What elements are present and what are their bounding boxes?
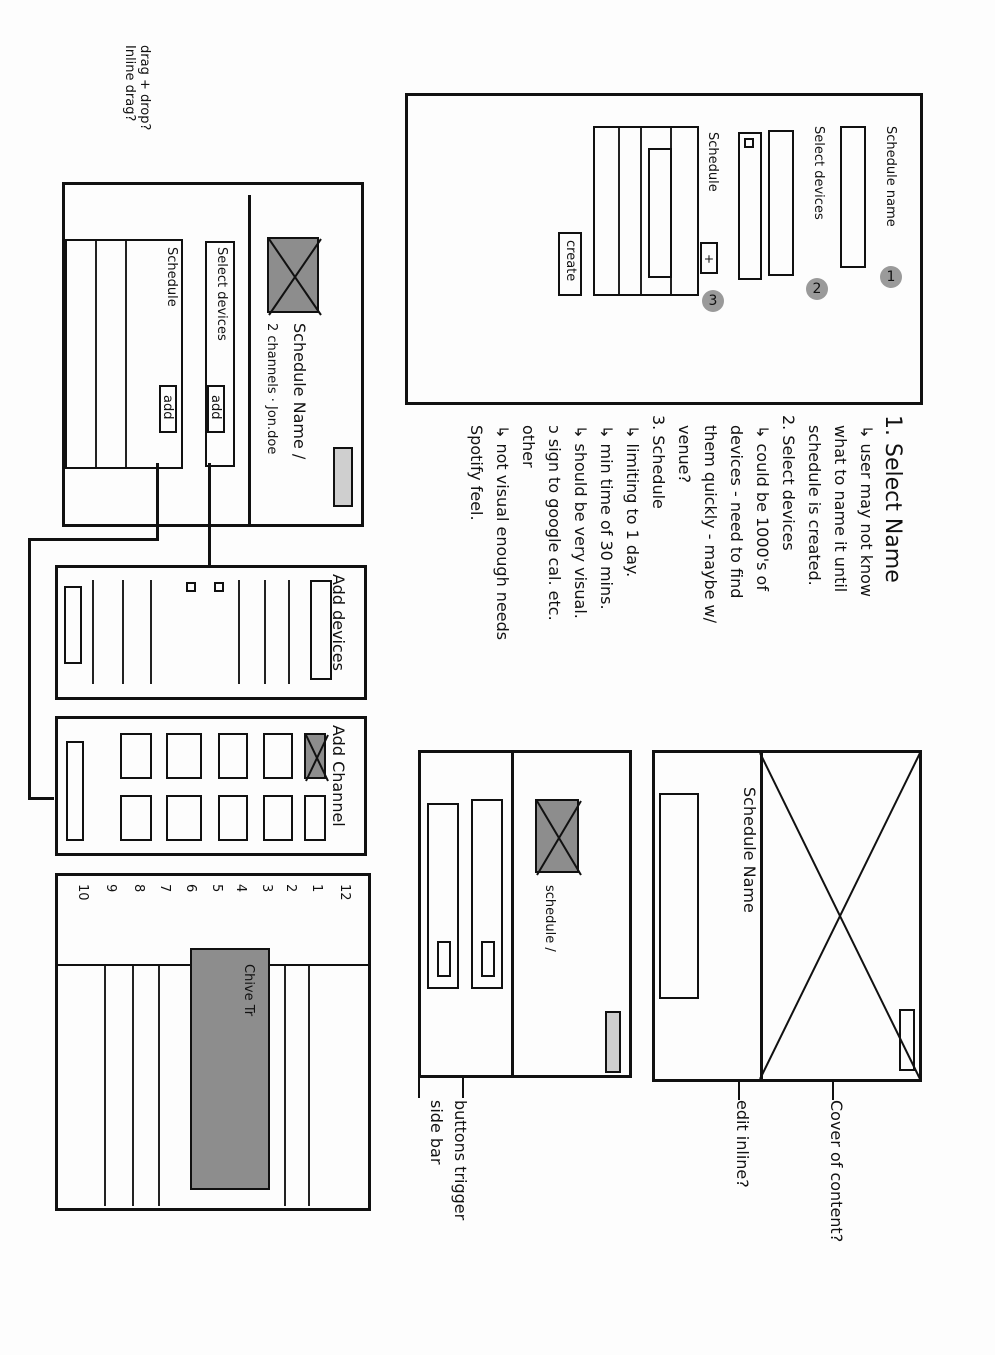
grid-line [158, 966, 160, 1206]
mini-sidebar-title: schedule / [542, 885, 557, 952]
note-line-2: Inline drag? [122, 45, 137, 122]
note-3-line-3: ↳ should be very visual. [571, 425, 590, 619]
list-divider [150, 580, 152, 684]
device-option-row[interactable] [738, 132, 762, 280]
mini-sidebar-wireframe [418, 750, 632, 1078]
grid-line [284, 966, 286, 1206]
cover-annotation-tick [832, 1082, 834, 1100]
sidebar-schedule-label: Schedule [164, 247, 179, 307]
hour-10: 10 [75, 884, 90, 901]
calendar-panel [55, 873, 371, 1211]
add-channel-title: Add Channel [329, 725, 348, 827]
list-divider [288, 580, 290, 684]
hour-2: 2 [283, 884, 298, 893]
note-1-title: 1. Select Name [880, 415, 905, 583]
connector-horizontal [28, 538, 159, 541]
note-3-line-1: ↳ limiting to 1 day. [623, 425, 642, 578]
note-1-line-2: what to name it until [831, 425, 850, 593]
step-2-badge: 2 [806, 278, 828, 300]
hour-1: 1 [309, 884, 324, 893]
schedule-name-input[interactable] [840, 126, 866, 268]
channel-thumb[interactable] [263, 733, 293, 779]
channel-thumb-selected[interactable] [304, 733, 326, 779]
note-line-1: drag + drop? [137, 45, 152, 131]
sidebar-subtitle: 2 channels · Jon.doe [264, 323, 279, 455]
mini-row-button[interactable] [437, 941, 451, 977]
annotation-buttons-trigger: buttons trigger [451, 1100, 470, 1221]
grid-line [95, 241, 97, 467]
list-divider [264, 580, 266, 684]
list-divider [122, 580, 124, 684]
hour-12: 12 [337, 884, 352, 901]
mini-annotation-tick [418, 1078, 420, 1098]
add-devices-label: add [208, 395, 223, 420]
channel-thumb[interactable] [166, 733, 202, 779]
add-schedule-sidebar-label: add [160, 395, 175, 420]
channel-thumb[interactable] [166, 795, 202, 841]
note-2-line-1: ↳ could be 1000's of [753, 425, 772, 591]
add-schedule-label: + [702, 254, 716, 265]
add-schedule-sidebar-button[interactable] [159, 385, 177, 433]
create-button[interactable] [558, 232, 582, 296]
calendar-event-title: Chive Tr [241, 964, 256, 1017]
note-3-line-7: Spotify feel. [467, 425, 486, 521]
schedule-label: Schedule [705, 132, 720, 192]
connector-add-schedule [156, 463, 159, 541]
mini-annotation-tick [462, 1078, 464, 1098]
sidebar-divider [248, 195, 251, 525]
device-checkbox[interactable] [186, 582, 196, 592]
note-2-line-2: devices - need to find [727, 425, 746, 599]
step-1-badge: 1 [880, 266, 902, 288]
schedule-name-label: Schedule name [883, 126, 898, 227]
schedule-grid[interactable] [593, 126, 699, 296]
annotation-side-bar: side bar [427, 1100, 446, 1165]
grid-line [104, 966, 106, 1206]
calendar-event-block[interactable] [190, 948, 270, 1190]
device-checkbox[interactable] [214, 582, 224, 592]
grid-line [132, 966, 134, 1206]
mini-action-button[interactable] [605, 1011, 621, 1073]
grid-line [618, 128, 620, 294]
create-label: create [563, 240, 578, 282]
mini-row-button[interactable] [481, 941, 495, 977]
cover-title: Schedule Name [740, 787, 759, 913]
form-wireframe [405, 93, 923, 405]
channel-thumb[interactable] [218, 795, 248, 841]
connector-add-devices [208, 463, 211, 567]
note-1-line-1: ↳ user may not know [857, 425, 876, 597]
hour-3: 3 [259, 884, 274, 893]
cover-image-placeholder [267, 237, 319, 313]
sidebar-title: Schedule Name / [290, 323, 309, 460]
add-channel-confirm-button[interactable] [66, 741, 84, 841]
cover-wireframe [652, 750, 922, 1082]
note-2-title: 2. Select devices [779, 415, 798, 551]
select-devices-input[interactable] [768, 130, 794, 276]
hour-7: 7 [157, 884, 172, 893]
cover-text-area[interactable] [659, 793, 699, 999]
add-devices-button[interactable] [207, 385, 225, 433]
hour-4: 4 [233, 884, 248, 893]
list-divider [238, 580, 240, 684]
hour-9: 9 [103, 884, 118, 893]
hour-6: 6 [183, 884, 198, 893]
mini-sidebar-divider [511, 753, 514, 1075]
hour-5: 5 [209, 884, 224, 893]
select-devices-label: Select devices [811, 126, 826, 220]
channel-thumb[interactable] [263, 795, 293, 841]
notes-block [463, 415, 905, 640]
mini-cover-placeholder [535, 799, 579, 873]
add-channel-panel [55, 716, 367, 856]
note-2-line-4: venue? [675, 425, 694, 483]
annotation-cover-content: Cover of content? [827, 1100, 846, 1243]
note-drag-drop [122, 45, 152, 130]
note-3-line-5: other [519, 425, 538, 468]
device-checkbox[interactable] [744, 138, 754, 148]
sidebar-select-devices-label: Select devices [214, 247, 229, 341]
add-schedule-button[interactable] [700, 242, 718, 274]
hour-8: 8 [131, 884, 146, 893]
channel-thumb[interactable] [304, 795, 326, 841]
channel-thumb[interactable] [120, 733, 152, 779]
add-devices-panel [55, 565, 367, 700]
channel-thumb[interactable] [120, 795, 152, 841]
edit-annotation-tick [738, 1082, 740, 1100]
note-3-title: 3. Schedule [649, 415, 668, 509]
grid-line [640, 128, 642, 294]
note-3-line-4: ↄ sign to google cal. etc. [545, 425, 564, 621]
add-devices-confirm-button[interactable] [64, 586, 82, 664]
cover-action-button[interactable] [899, 1009, 915, 1071]
connector-to-channel [28, 797, 54, 800]
grid-line [125, 241, 127, 467]
list-divider [92, 580, 94, 684]
note-3-line-6: ↳ not visual enough needs [493, 425, 512, 641]
connector-vertical [28, 538, 31, 800]
note-2-line-3: them quickly - maybe w/ [701, 425, 720, 624]
add-devices-title: Add devices [329, 574, 348, 671]
grid-line [308, 966, 310, 1206]
channel-thumb[interactable] [218, 733, 248, 779]
annotation-edit-inline: edit inline? [733, 1100, 752, 1188]
sidebar-action-button[interactable] [333, 447, 353, 507]
note-1-line-3: schedule is created. [805, 425, 824, 586]
cover-image-cross [760, 753, 920, 1079]
device-search-input[interactable] [310, 580, 332, 680]
sidebar-wireframe [62, 182, 364, 527]
step-3-badge: 3 [702, 290, 724, 312]
note-3-line-2: ↳ min time of 30 mins. [597, 425, 616, 610]
schedule-block[interactable] [648, 148, 672, 278]
